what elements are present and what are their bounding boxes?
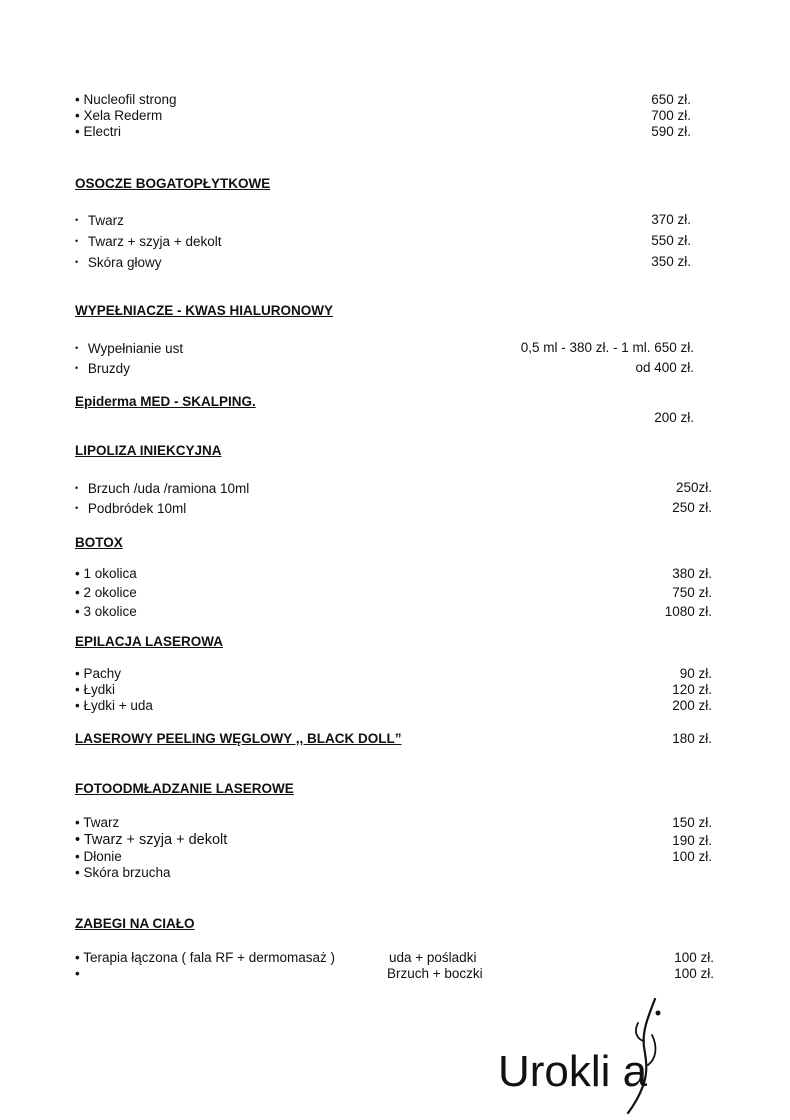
list-item <box>75 865 171 881</box>
list-item <box>75 849 122 865</box>
item-price: 370 zł. <box>651 212 691 227</box>
list-item <box>75 950 335 966</box>
list-item <box>75 604 137 620</box>
item-label: Twarz + szyja + dekolt <box>83 832 228 848</box>
section-title: ZABEGI NA CIAŁO <box>75 916 195 931</box>
item-price: 190 zł. <box>672 833 712 848</box>
bullet: • <box>75 124 80 139</box>
item-label: Bruzdy <box>87 361 130 376</box>
item-price: 120 zł. <box>672 682 712 697</box>
list-item <box>75 666 121 682</box>
list-item <box>75 682 115 698</box>
section-title: Epiderma MED - SKALPING. <box>75 394 256 409</box>
bullet: • <box>75 483 79 493</box>
item-price: 250 zł. <box>672 500 712 515</box>
list-item <box>75 340 183 357</box>
item-price: 200 zł. <box>672 698 712 713</box>
item-price: 180 zł. <box>672 731 712 746</box>
section-title: WYPEŁNIACZE - KWAS HIALURONOWY <box>75 303 333 318</box>
item-price: 100 zł. <box>672 849 712 864</box>
bullet: • <box>75 865 80 880</box>
bullet: • <box>75 815 80 830</box>
section-title: BOTOX <box>75 535 123 550</box>
item-label: Wypełnianie ust <box>87 341 184 356</box>
list-item <box>75 92 177 108</box>
list-item <box>75 212 124 229</box>
list-item <box>75 233 221 250</box>
item-price: 150 zł. <box>672 815 712 830</box>
item-label: Twarz <box>83 815 120 830</box>
item-price: 90 zł. <box>679 666 712 681</box>
item-label: Dłonie <box>83 849 122 864</box>
item-label: Terapia łączona ( fala RF + dermomasaż ) <box>83 950 335 965</box>
list-item <box>75 124 121 140</box>
item-price: 100 zł. <box>674 966 714 981</box>
item-price: 1080 zł. <box>664 604 712 619</box>
item-price: od 400 zł. <box>635 360 694 375</box>
item-price: 100 zł. <box>674 950 714 965</box>
bullet: • <box>75 215 79 225</box>
bullet: • <box>75 950 80 965</box>
item-label: 3 okolice <box>83 604 137 619</box>
section-title: OSOCZE BOGATOPŁYTKOWE <box>75 176 271 191</box>
bullet: • <box>75 585 80 600</box>
list-item <box>75 585 137 601</box>
section-title: FOTOODMŁADZANIE LASEROWE <box>75 781 294 796</box>
item-price: 750 zł. <box>672 585 712 600</box>
item-label: Pachy <box>83 666 122 681</box>
item-label: Podbródek 10ml <box>87 501 187 516</box>
bullet: • <box>75 92 80 107</box>
bullet: • <box>75 604 80 619</box>
item-label: Brzuch /uda /ramiona 10ml <box>87 481 250 496</box>
bullet: • <box>75 682 80 697</box>
list-item <box>75 815 119 831</box>
bullet: • <box>75 566 80 581</box>
section-title: LASEROWY PEELING WĘGLOWY ,, BLACK DOLL” <box>75 731 402 746</box>
list-item <box>75 360 130 377</box>
item-price: 350 zł. <box>651 254 691 269</box>
urokliza-logo <box>498 995 698 1117</box>
item-area: Brzuch + boczki <box>387 966 483 981</box>
bullet: • <box>75 966 80 981</box>
item-price: 590 zł. <box>651 124 691 139</box>
item-label: Skóra głowy <box>87 255 162 270</box>
item-price: 200 zł. <box>654 410 694 425</box>
item-price: 250zł. <box>675 480 712 495</box>
item-price: 650 zł. <box>651 92 691 107</box>
bullet: • <box>75 849 80 864</box>
bullet: • <box>75 666 80 681</box>
list-item <box>75 566 137 582</box>
item-label: Twarz + szyja + dekolt <box>87 234 222 249</box>
bullet: • <box>75 343 79 353</box>
item-label: Electri <box>83 124 122 139</box>
list-item <box>75 108 162 124</box>
bullet: • <box>75 257 79 267</box>
bullet: • <box>75 363 79 373</box>
item-label: Nucleofil strong <box>83 92 177 107</box>
section-title: EPILACJA LASEROWA <box>75 634 224 649</box>
bullet: • <box>75 108 80 123</box>
item-label: Xela Rederm <box>83 108 163 123</box>
list-item <box>75 500 186 517</box>
item-price: 380 zł. <box>672 566 712 581</box>
item-label: 1 okolica <box>83 566 137 581</box>
bullet: • <box>75 503 79 513</box>
item-label: 2 okolice <box>83 585 137 600</box>
item-price: 0,5 ml - 380 zł. - 1 ml. 650 zł. <box>520 340 694 355</box>
bullet: • <box>75 698 80 713</box>
list-item <box>75 966 80 982</box>
item-price: 700 zł. <box>651 108 691 123</box>
bullet: • <box>75 236 79 246</box>
item-price: 550 zł. <box>651 233 691 248</box>
item-label: Twarz <box>87 213 124 228</box>
item-label: Skóra brzucha <box>83 865 171 880</box>
item-area: uda + pośladki <box>389 950 477 965</box>
logo-text: Urokli a <box>498 1047 648 1096</box>
list-item <box>75 254 161 271</box>
section-title: LIPOLIZA INIEKCYJNA <box>75 443 222 458</box>
list-item <box>75 832 227 848</box>
item-label: Łydki <box>83 682 116 697</box>
list-item <box>75 480 249 497</box>
list-item <box>75 698 153 714</box>
item-label: Łydki + uda <box>83 698 153 713</box>
bullet: • <box>75 832 81 848</box>
